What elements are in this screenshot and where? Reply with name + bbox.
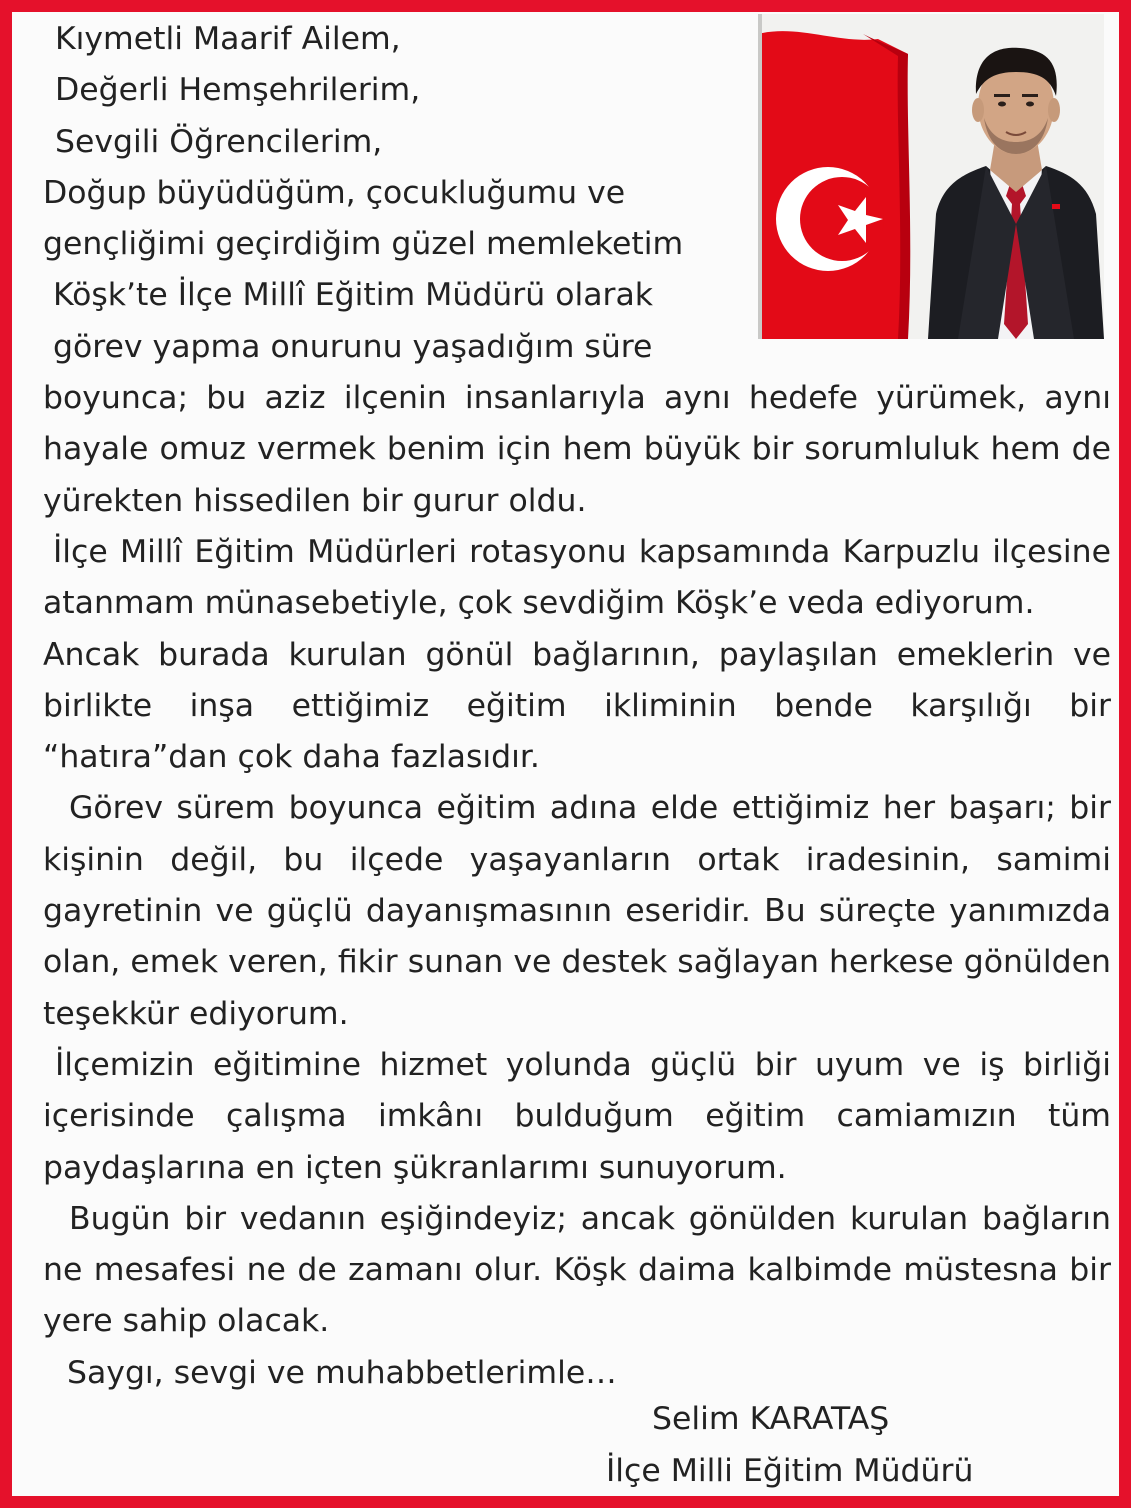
paragraph-line: Ancak burada kurulan gönül bağlarının, paylaşılan emeklerin ve	[43, 636, 1111, 673]
paragraph-line: kişinin değil, bu ilçede yaşayanların ortak iradesinin, samimi	[43, 841, 1111, 878]
intro-line: Doğup büyüdüğüm, çocukluğumu ve	[43, 174, 626, 211]
paragraph-line: teşekkür ediyorum.	[43, 995, 349, 1032]
paragraph-line: olan, emek veren, fikir sunan ve destek sağlayan herkese gönülden	[43, 944, 1111, 981]
paragraph-line: içerisinde çalışma imkânı bulduğum eğitim camiamızın tüm	[43, 1098, 1111, 1135]
closing-line: Saygı, sevgi ve muhabbetlerimle…	[67, 1354, 617, 1391]
paragraph-line: Bugün bir vedanın eşiğindeyiz; ancak gönülden kurulan bağların	[69, 1200, 1111, 1237]
paragraph-line: hayale omuz vermek benim için hem büyük bir sorumluluk hem de	[43, 431, 1111, 468]
paragraph-line: Görev sürem boyunca eğitim adına elde ettiğimiz her başarı; bir	[69, 790, 1111, 827]
intro-line: Köşk’te İlçe Millî Eğitim Müdürü olarak	[53, 277, 654, 314]
intro-line: görev yapma onurunu yaşadığım süre	[53, 328, 653, 365]
greeting-line: Sevgili Öğrencilerim,	[55, 123, 383, 160]
paragraph-line: paydaşlarına en içten şükranlarımı sunuyorum.	[43, 1149, 787, 1186]
paragraph-line: yürekten hissedilen bir gurur oldu.	[43, 482, 587, 519]
paragraph-line: İlçe Millî Eğitim Müdürleri rotasyonu kapsamında Karpuzlu ilçesine	[53, 533, 1111, 570]
paragraph-line: İlçemizin eğitimine hizmet yolunda güçlü bir uyum ve iş birliği	[55, 1046, 1111, 1083]
letter-body	[43, 14, 1111, 1399]
paragraph-line: ne mesafesi ne de zamanı olur. Köşk daima kalbimde müstesna bir	[43, 1252, 1111, 1289]
signature-name: Selim KARATAŞ	[652, 1401, 890, 1437]
paragraph-line: atanmam münasebetiyle, çok sevdiğim Köşk’e veda ediyorum.	[43, 585, 1035, 622]
paragraph-line: gayretinin ve güçlü dayanışmasının eseridir. Bu süreçte yanımızda	[43, 893, 1111, 930]
paragraph-line: “hatıra”dan çok daha fazlasıdır.	[43, 739, 540, 776]
greeting-line: Değerli Hemşehrilerim,	[55, 72, 421, 109]
paragraph-line: yere sahip olacak.	[43, 1303, 330, 1340]
paragraph-line: boyunca; bu aziz ilçenin insanlarıyla aynı hedefe yürümek, aynı	[43, 380, 1111, 417]
signature-title: İlçe Milli Eğitim Müdürü	[606, 1453, 974, 1489]
greeting-line: Kıymetli Maarif Ailem,	[55, 21, 401, 57]
paragraph-line: birlikte inşa ettiğimiz eğitim ikliminin bende karşılığı bir	[43, 687, 1111, 724]
intro-line: gençliğimi geçirdiğim güzel memleketim	[43, 226, 684, 263]
